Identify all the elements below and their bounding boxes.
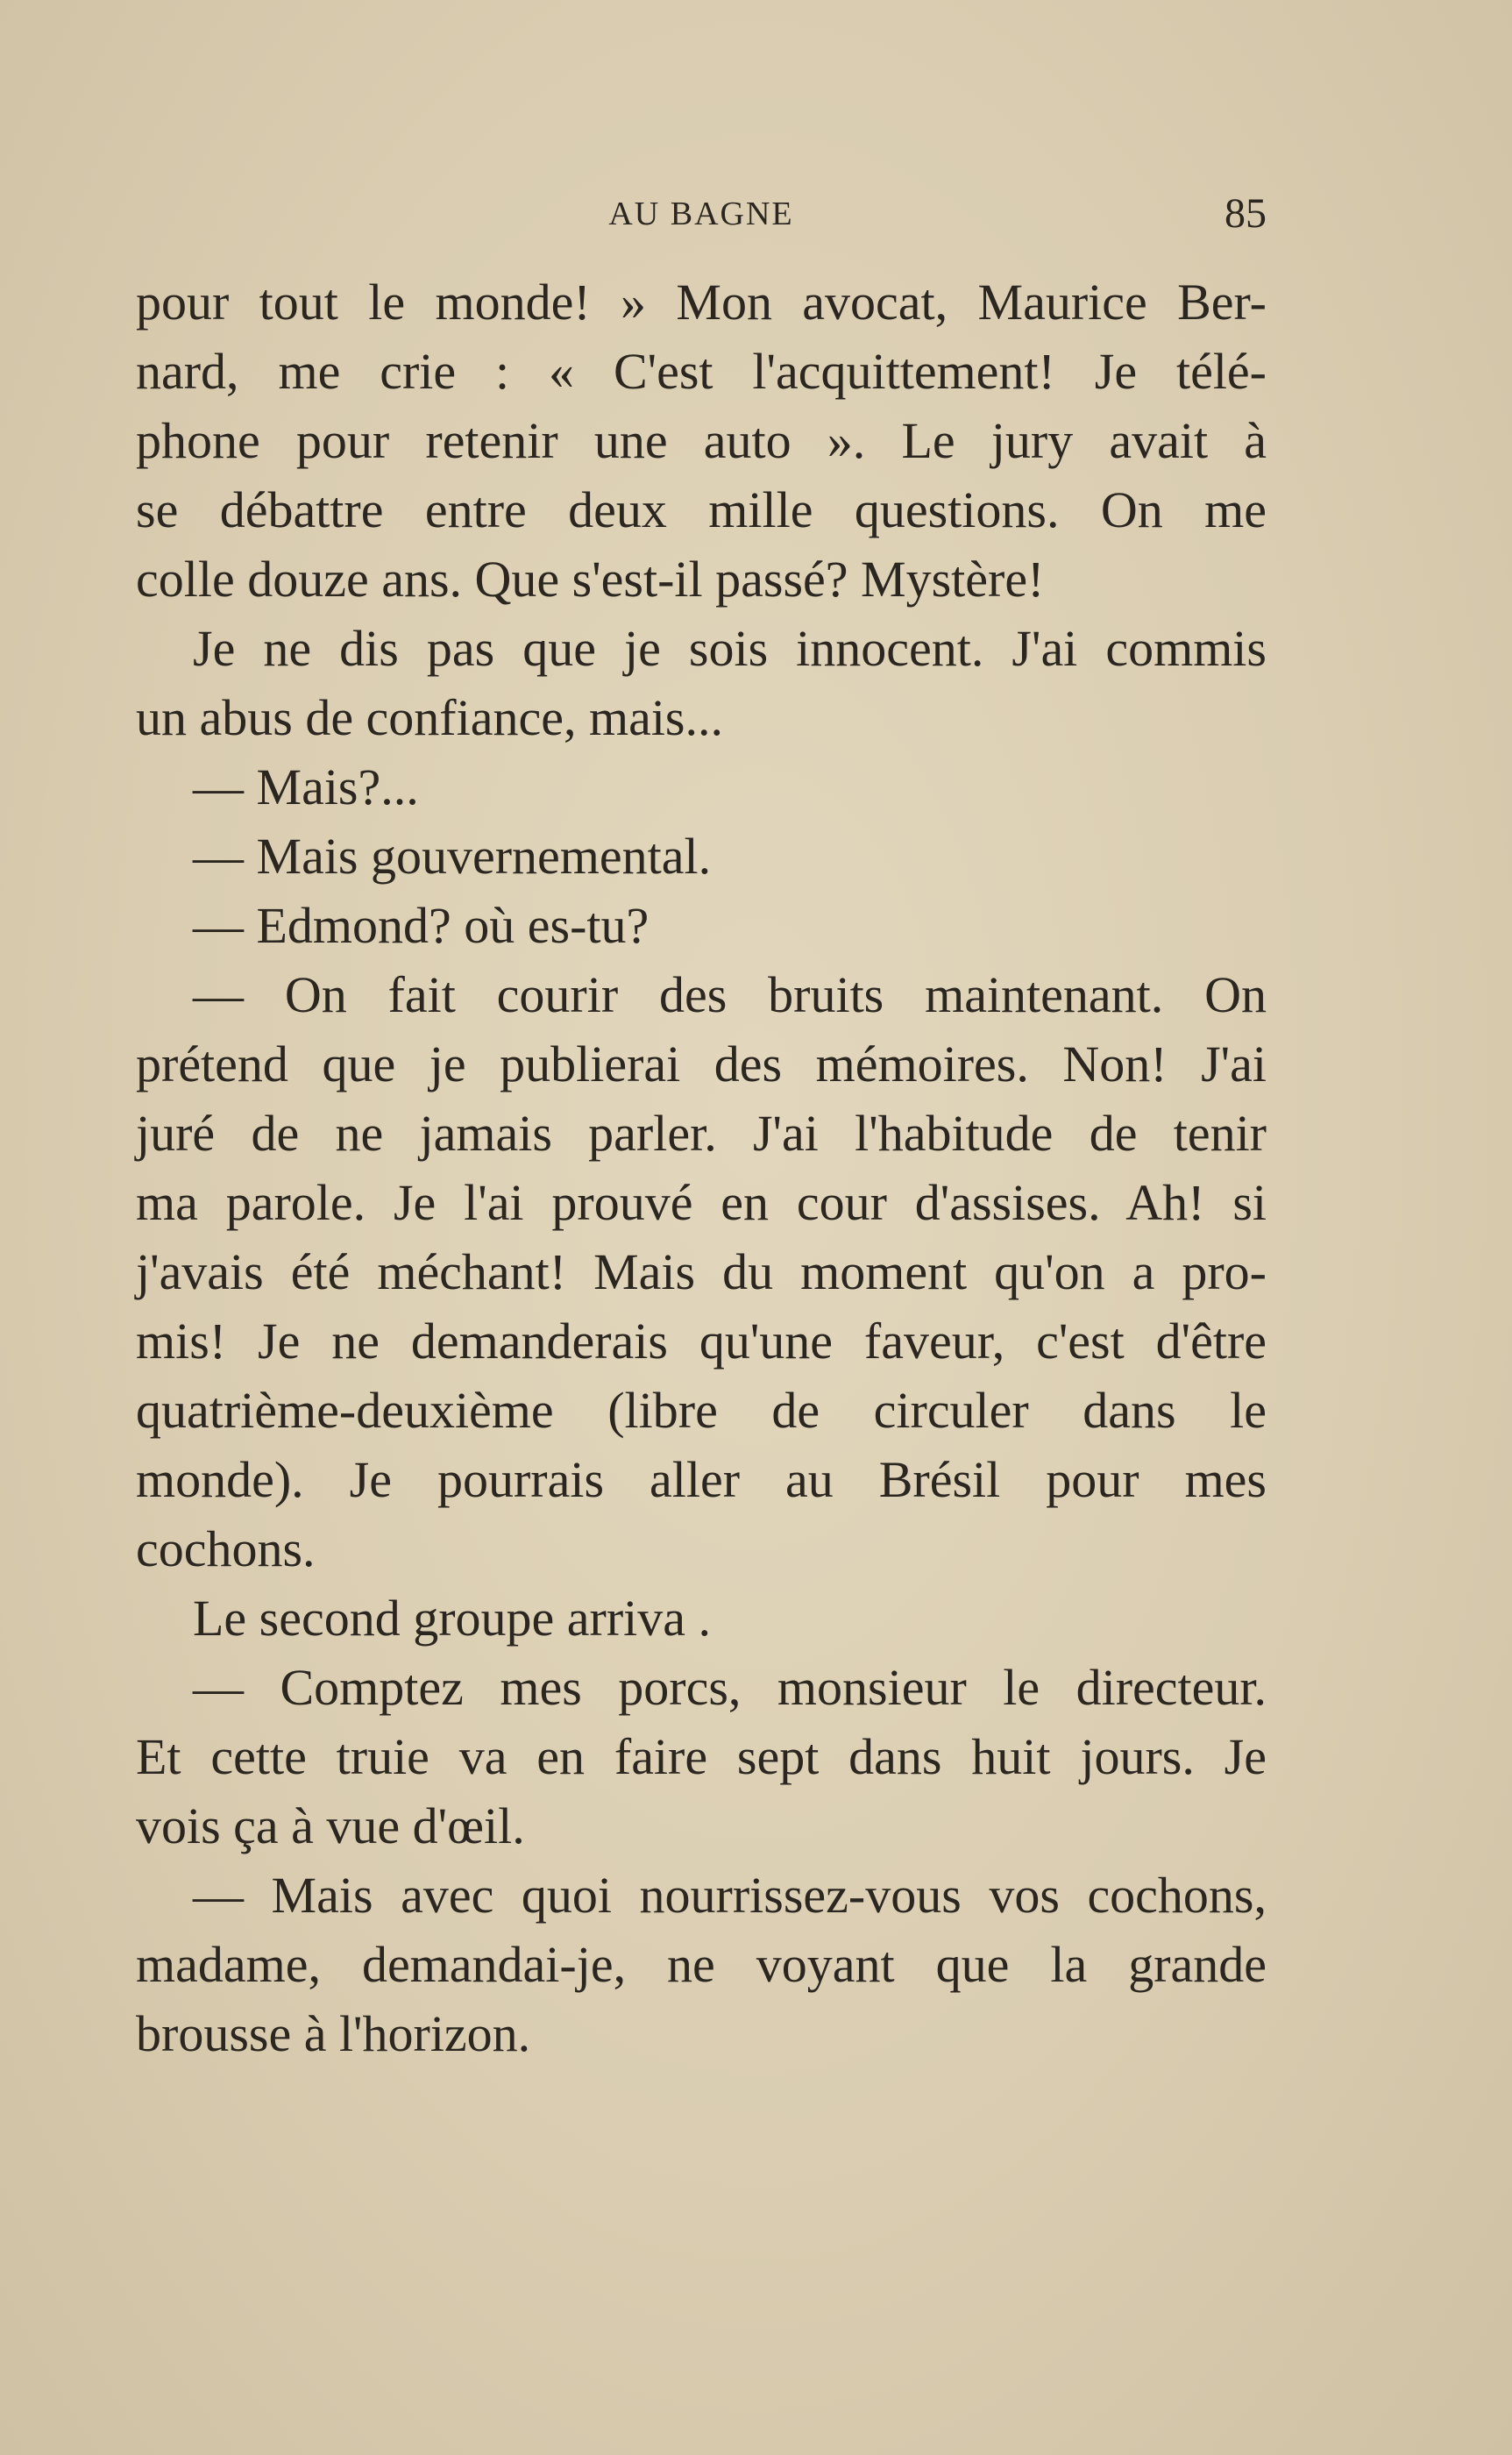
- running-head: [136, 190, 1267, 247]
- dialogue-line: — Comptez mes porcs, monsieur le directeur.: [193, 1659, 1267, 1716]
- text-line: madame, demandai-je, ne voyant que la grande: [136, 1936, 1267, 1993]
- text-line: ma parole. Je l'ai prouvé en cour d'assises. Ah! si: [136, 1174, 1267, 1231]
- dialogue-line: — Edmond? où es-tu?: [193, 897, 650, 954]
- text-line: j'avais été méchant! Mais du moment qu'on a pro-: [136, 1243, 1267, 1300]
- text-line: un abus de confiance, mais...: [136, 689, 724, 746]
- dialogue-line: — Mais avec quoi nourrissez-vous vos cochons,: [193, 1867, 1267, 1924]
- text-line: Je ne dis pas que je sois innocent. J'ai commis: [193, 620, 1267, 677]
- text-line: juré de ne jamais parler. J'ai l'habitude de tenir: [136, 1105, 1267, 1162]
- text-line: colle douze ans. Que s'est-il passé? Mystère!: [136, 551, 1045, 608]
- text-line: prétend que je publierai des mémoires. Non! J'ai: [136, 1035, 1267, 1092]
- text-line: Et cette truie va en faire sept dans huit jours. Je: [136, 1728, 1267, 1785]
- text-line: monde). Je pourrais aller au Brésil pour mes: [136, 1451, 1267, 1508]
- text-line: mis! Je ne demanderais qu'une faveur, c'est d'être: [136, 1313, 1267, 1370]
- text-line: quatrième-deuxième (libre de circuler dans le: [136, 1382, 1267, 1439]
- text-line: brousse à l'horizon.: [136, 2005, 531, 2062]
- text-line: phone pour retenir une auto ». Le jury avait à: [136, 412, 1267, 469]
- text-line: pour tout le monde! » Mon avocat, Maurice Ber-: [136, 274, 1267, 331]
- text-line: nard, me crie : « C'est l'acquittement! Je télé-: [136, 343, 1267, 400]
- dialogue-line: — Mais gouvernemental.: [193, 828, 712, 885]
- page-number: 85: [1225, 190, 1267, 237]
- dialogue-line: — Mais?...: [193, 758, 419, 815]
- running-title: AU BAGNE: [608, 196, 794, 232]
- body-text: [136, 267, 1267, 2068]
- text-line: se débattre entre deux mille questions. On me: [136, 481, 1267, 538]
- text-line: Le second groupe arriva .: [193, 1590, 712, 1647]
- text-line: vois ça à vue d'œil.: [136, 1797, 525, 1854]
- dialogue-line: — On fait courir des bruits maintenant. On: [193, 966, 1267, 1023]
- text-line: cochons.: [136, 1520, 316, 1577]
